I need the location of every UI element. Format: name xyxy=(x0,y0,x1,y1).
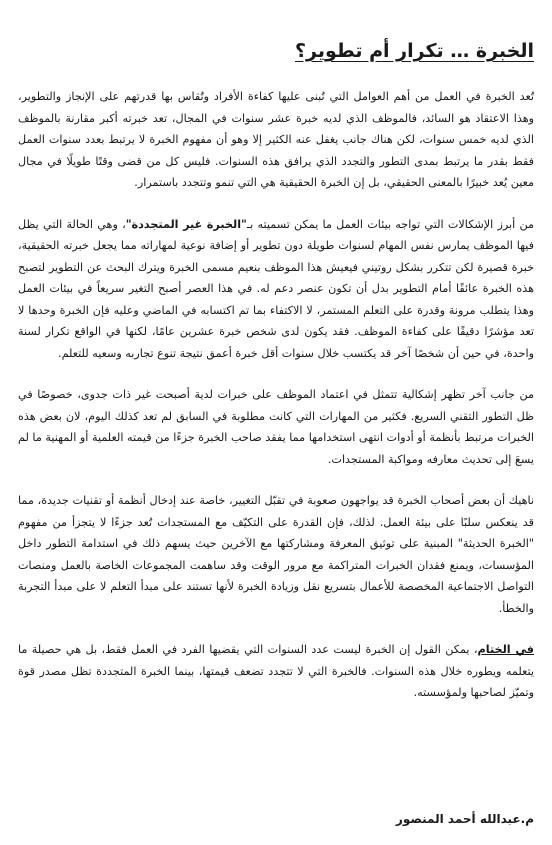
paragraph-text: ، وهي الحالة التي يظل فيها الموظف يمارس نفس المهام لسنوات طويلة دون تطوير أو إضافة نوعية لمهاراته مما يجعل خبرته الحقيقية، خبرة قصيرة لكن تتكرر بشكل روتيني فيعيش هذا الموظف بنعيم مسمى الخبرة ويترك البحث عن التطوير لتصبح هذه الخبرة عائقًا أمام التطوير بدل أن تكون عنصر دعم له. في هذا العصر أصبح التغير سريعاً في بيئات العمل وهذا يتطلب مرونة وقدرة على التعلم المستمر، لا الاكتفاء بما تم اكتسابه في الماضي وعليه فإن الخبرة وحدها لا تعد مؤشرًا دقيقًا على كفاءة الموظف. فقد يكون لدى شخص خبرة عشرين عامًا، لكنها في الواقع تكرار لسنة واحدة، في حين أن شخصًا آخر قد يكتسب خلال سنوات أقل خبرة أعمق نتيجة تنوع تجاربه وسعيه للتعلم. xyxy=(18,217,534,360)
paragraph-outdated-skills: من جانب آخر تظهر إشكالية تتمثل في اعتماد الموظف على خبرات لدية أصبحت غير ذات جدوى، خصوصًا في ظل التطور التقني السريع. فكثير من المهارات التي كانت مطلوبة في السابق لم تعد كذلك اليوم، لان بعض هذه الخبرات مرتبط بأنظمة أو أدوات انتهى استخدامها مما يفقد صاحب الخبرة جزءًا من قيمته العلمية أو المهنية ما لم يسعَ إلى تحديث معارفه ومواكبة المستجدات. xyxy=(18,388,534,466)
author-signature: م.عبدالله أحمد المنصور xyxy=(395,812,534,826)
highlighted-term: "الخبرة غير المتجددة" xyxy=(125,217,247,231)
article-title: الخبرة … تكرار أم تطوير؟ xyxy=(294,40,534,62)
paragraph-conclusion xyxy=(18,639,534,704)
paragraph-adaptability: ناهيك أن بعض أصحاب الخبرة قد يواجهون صعوبة في تقبّل التغيير، خاصة عند إدخال أنظمة أو تقنيات جديدة، مما قد ينعكس سلبًا على بيئة العمل. لذلك، فإن القدرة على التكيّف مع المستجدات تُعد جزءًا لا يتجزأ من مفهوم "الخبرة الحديثة" المبنية على توثيق المعرفة ومشاركتها مع الآخرين حيث يسهم ذلك في استدامة التطور داخل المؤسسات، ويمنع فقدان الخبرات المتراكمة مع مرور الوقت وقد ساهمت المجموعات الخاصة بالعمل ومنصات التواصل الاجتماعية المخصصة للأعمال بتسريع نقل وزيادة الخبرة لأنها تستند على مبدأ التعلم لا على مبدأ التجربة والخطأ. xyxy=(18,494,534,615)
conclusion-label: في الختام xyxy=(477,643,535,656)
paragraph-text: من أبرز الإشكالات التي تواجه بيئات العمل ما يمكن تسميته بـ xyxy=(246,217,535,231)
paragraph-unrenewed-experience xyxy=(18,214,534,365)
paragraph-intro: تُعد الخبرة في العمل من أهم العوامل التي تُبنى عليها كفاءة الأفراد وتُقاس بها قدرتهم على الإنجاز والتطوير، وهذا الاعتقاد هو السائد، فالموظف الذي لديه خبرة عشر سنوات في المجال، تعد خبرته أكبر مقارنة بالموظف الذي لديه خمس سنوات، لكن هناك جانب يغفل عنه الكثير إلا وهو أن مفهوم الخبرة لا يرتبط بعدد سنوات العمل فقط بقدر ما يرتبط بمدى التطور والتجدد الذي يرافق هذه السنوات. فليس كل من قضى وقتًا طويلًا في مجال معين يُعد خبيرًا بالمعنى الحقيقي، بل إن الخبرة الحقيقية هي التي تنمو وتتجدد باستمرار. xyxy=(18,90,534,189)
paragraph-text: ، يمكن القول إن الخبرة ليست عدد السنوات التي يقضيها الفرد في العمل فقط، بل هي حصيلة ما يتعلمه ويطوره خلال هذه السنوات. فالخبرة التي لا تتجدد تضعف قيمتها، بينما الخبرة المتجددة تظل مصدر قوة وتميّز لصاحبها ولمؤسسته. xyxy=(18,643,534,699)
